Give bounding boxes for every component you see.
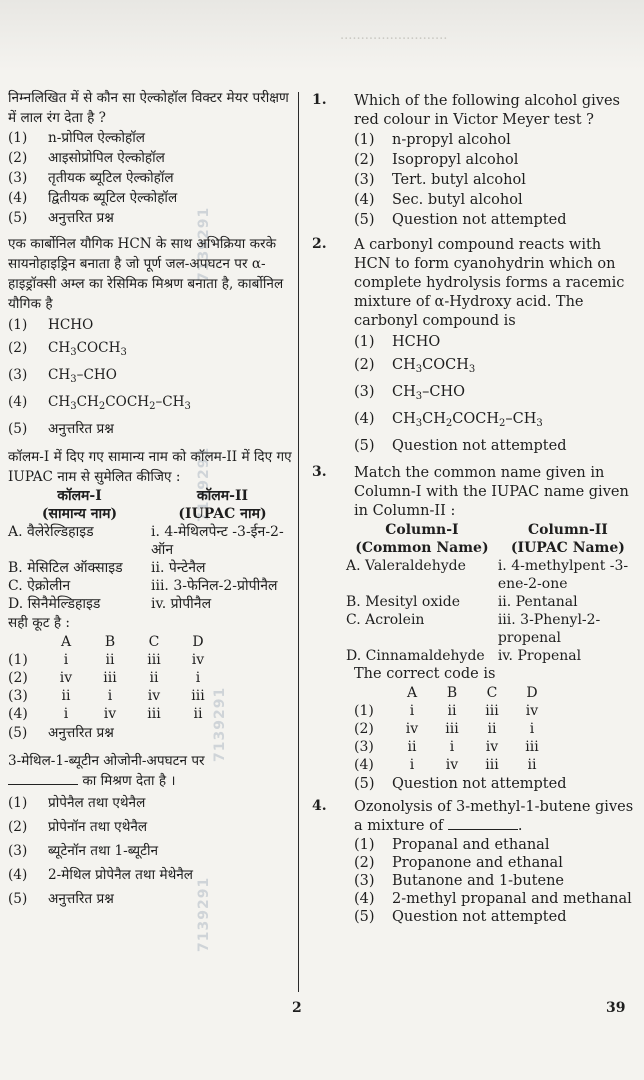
option: (2) Propanone and ethanal [354, 855, 563, 871]
code-label: सही कूट है : [8, 615, 70, 631]
match-item: B. Mesityl oxide [346, 594, 460, 610]
option: (2) Isopropyl alcohol [354, 152, 519, 168]
question-3 [312, 464, 638, 794]
previous-page-bleed [0, 0, 644, 70]
match-item: D. Cinnamaldehyde [346, 648, 485, 664]
match-item: B. मेसिटिल ऑक्साइड [8, 560, 123, 576]
question-stem: A carbonyl compound reacts with HCN to form cyanohydrin which on complete hydrolysis forms a racemic mixture of α-Hydroxy acid. The carbonyl compound is [354, 237, 625, 329]
match-table [8, 487, 294, 613]
match-item: iv. Propenal [497, 648, 582, 664]
question-stem: Which of the following alcohol gives red colour in Victor Meyer test ? [354, 93, 620, 128]
match-item: ii. पेन्टेनैल [151, 560, 206, 576]
option: (5) Question not attempted [354, 909, 567, 925]
option: (4) $CH_3CH_2COCH_2-CH_3$ [8, 394, 191, 412]
column-2-heading: Column-II (IUPAC Name) [510, 522, 625, 556]
question-hi-2 [8, 234, 294, 441]
match-item: iii. 3-Phenyl-2-propenal [497, 612, 601, 646]
question-stem: कॉलम-I में दिए गए सामान्य नाम को कॉलम-II में दिए गए IUPAC नाम से सुमेलित कीजिए : [8, 449, 292, 485]
code-row: (1) i ii iii iv [8, 652, 205, 668]
code-row: (4) i iv iii ii [354, 757, 537, 773]
option: (5) अनुत्तरित प्रश्न [8, 210, 114, 226]
option: (2) आइसोप्रोपिल ऐल्कोहॉल [8, 150, 165, 166]
option: (1) Propanal and ethanal [354, 837, 550, 853]
option: (4) द्वितीयक ब्यूटिल ऐल्कोहॉल [8, 190, 178, 206]
question-1 [312, 92, 638, 230]
option: (3) ब्यूटेनॉन तथा 1-ब्यूटीन [8, 843, 159, 859]
question-number: 4. [312, 798, 327, 814]
code-row: (4) i iv iii ii [8, 706, 203, 722]
option: (4) Sec. butyl alcohol [354, 192, 523, 208]
answer-blank [448, 817, 518, 830]
english-column [312, 92, 638, 926]
option: (5) अनुत्तरित प्रश्न [8, 421, 114, 437]
option: (1) प्रोपेनैल तथा एथेनैल [8, 795, 146, 811]
code-row: (3) ii i iv iii [8, 688, 205, 704]
code-label: The correct code is [354, 666, 496, 682]
question-hi-4 [8, 751, 294, 911]
question-2 [312, 236, 638, 458]
code-row: (3) ii i iv iii [354, 739, 539, 755]
option: (5) अनुत्तरित प्रश्न [8, 725, 114, 741]
code-table: A B C D (1) i ii iii iv (2) iv iii ii i (3) ii i iv iii (4) i iv iii ii [8, 633, 220, 723]
match-item: A. वैलेरेल्डिहाइड [8, 524, 94, 540]
code-row: (1) i ii iii iv [354, 703, 539, 719]
match-item: D. सिनैमेल्डिहाइड [8, 596, 101, 612]
option: (4) 2-मेथिल प्रोपेनैल तथा मेथेनैल [8, 867, 194, 883]
match-item: i. 4-मेथिलपेन्ट -3-ईन-2-ऑन [151, 524, 284, 558]
column-1-heading: कॉलम-I (सामान्य नाम) [41, 488, 118, 522]
match-item: iv. प्रोपीनैल [151, 596, 212, 612]
option: (5) अनुत्तरित प्रश्न [8, 891, 114, 907]
code-row: (2) iv iii ii i [354, 721, 535, 737]
option: (3) तृतीयक ब्यूटिल ऐल्कोहॉल [8, 170, 174, 186]
match-table [346, 521, 638, 665]
match-item: i. 4-methylpent -3-ene-2-one [497, 558, 629, 592]
hindi-column [8, 88, 294, 911]
match-item: ii. Pentanal [497, 594, 578, 610]
question-stem: Ozonolysis of 3-methyl-1-butene gives a mixture of . [354, 799, 634, 834]
option: (1) n-प्रोपिल ऐल्कोहॉल [8, 130, 145, 146]
code-table: A B C D (1) i ii iii iv (2) iv iii ii i (3) ii i iv iii (4) i iv iii ii [354, 684, 552, 774]
option: (1) n-propyl alcohol [354, 132, 511, 148]
watermark: 7139291 [196, 446, 212, 522]
watermark: 7139291 [196, 206, 212, 282]
question-hi-3 [8, 447, 294, 743]
question-number: 3. [312, 464, 327, 480]
page-number-left: 2 [292, 1000, 302, 1016]
question-number: 2. [312, 236, 327, 252]
option: (1) HCHO [354, 334, 441, 350]
option: (2) $CH_3COCH_3$ [8, 340, 127, 358]
option: (3) $CH_3$–CHO [8, 367, 117, 385]
option: (1) HCHO [8, 317, 94, 333]
column-divider [298, 92, 299, 992]
column-2-heading: कॉलम-II (IUPAC नाम) [178, 488, 267, 522]
option: (2) प्रोपेनॉन तथा एथेनैल [8, 819, 148, 835]
question-stem: Match the common name given in Column-I with the IUPAC name given in Column-II : [354, 465, 629, 519]
watermark: 7139291 [196, 876, 212, 952]
watermark: 7139291 [212, 686, 228, 762]
question-stem: 3-मेथिल-1-ब्यूटीन ओजोनी-अपघटन पर का मिश्रण देता है । [8, 753, 205, 789]
answer-blank [8, 772, 78, 785]
question-stem: एक कार्बोनिल यौगिक HCN के साथ अभिक्रिया करके सायनोहाइड्रिन बनाता है जो पूर्ण जल-अपघटन पर α-हाइड्रॉक्सी अम्ल का रेसिमिक मिश्रण बनाता है, कार्बोनिल यौगिक है [8, 236, 284, 312]
option: (2) $CH_3COCH_3$ [354, 357, 476, 375]
question-hi-1 [8, 88, 294, 228]
option: (3) Tert. butyl alcohol [354, 172, 526, 188]
question-number: 1. [312, 92, 327, 108]
match-item: C. ऐक्रोलीन [8, 578, 71, 594]
option: (5) Question not attempted [354, 776, 567, 792]
match-item: C. Acrolein [346, 612, 425, 628]
option: (4) 2-methyl propanal and methanal [354, 891, 632, 907]
option: (3) $CH_3$–CHO [354, 384, 466, 402]
column-1-heading: Column-I (Common Name) [355, 522, 489, 556]
option: (5) Question not attempted [354, 212, 567, 228]
match-item: iii. 3-फेनिल-2-प्रोपीनैल [151, 578, 278, 594]
question-stem: निम्नलिखित में से कौन सा ऐल्कोहॉल विक्टर मेयर परीक्षण में लाल रंग देता है ? [8, 90, 289, 126]
page-number-right: 39 [606, 1000, 626, 1016]
bleed-text: .......................... [340, 28, 448, 43]
match-item: A. Valeraldehyde [346, 558, 466, 574]
code-row: (2) iv iii ii i [8, 670, 201, 686]
question-4 [312, 798, 638, 926]
option: (5) Question not attempted [354, 438, 567, 454]
option: (3) Butanone and 1-butene [354, 873, 565, 889]
option: (4) $CH_3CH_2COCH_2-CH_3$ [354, 411, 543, 429]
